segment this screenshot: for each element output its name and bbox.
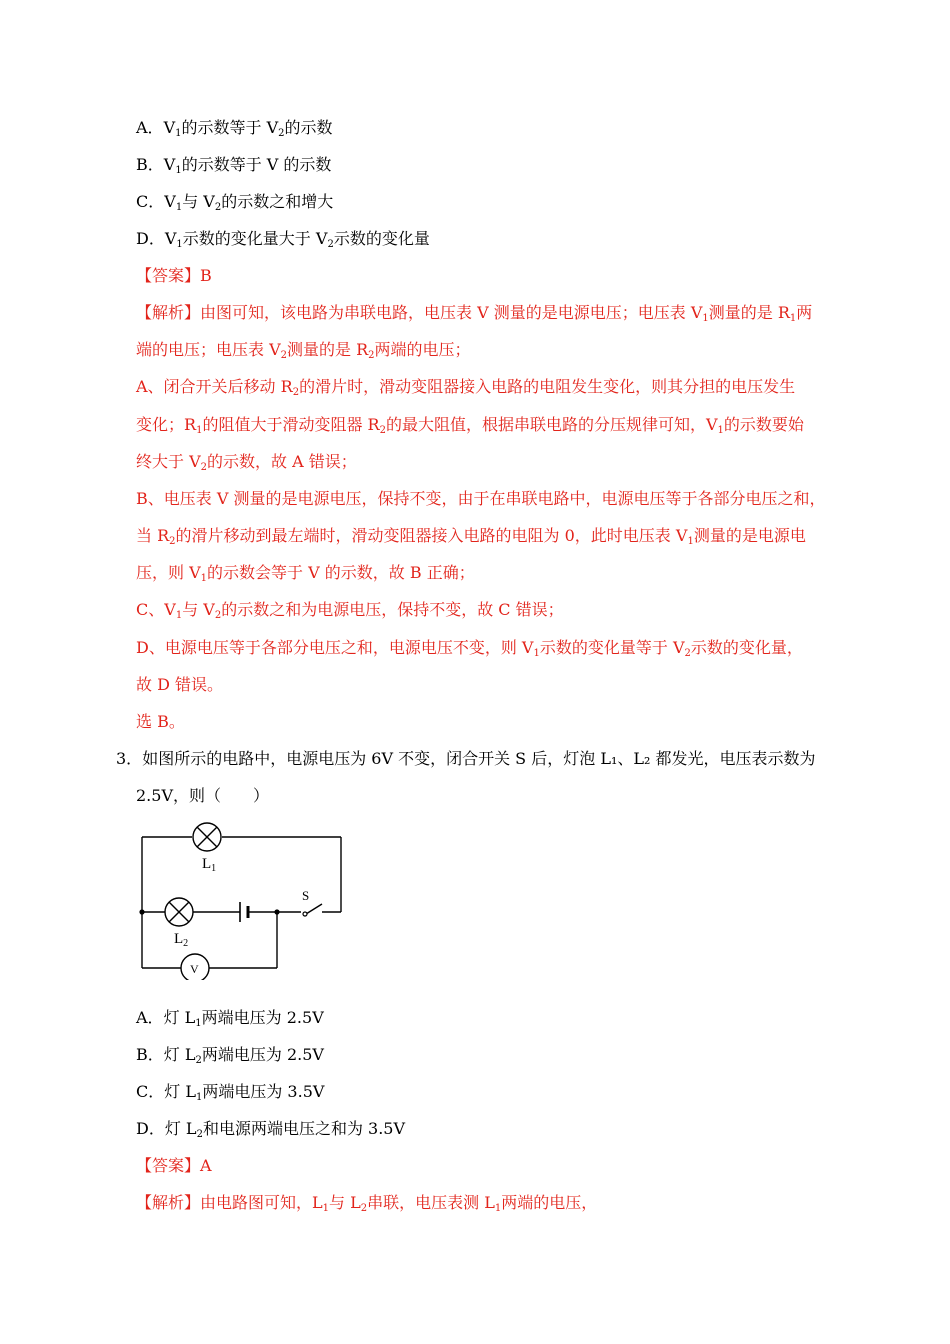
subscript: 2 (200, 462, 208, 473)
prev-option-c: C．$V_1$与 $V_2$的示数之和增大 (136, 192, 334, 213)
battery-icon (240, 902, 248, 922)
subscript: 1 (789, 313, 797, 324)
subscript: 1 (200, 573, 208, 584)
q3-option-a: A．灯 $L_1$两端电压为 2.5V (136, 1008, 324, 1029)
subscript: 2 (278, 128, 285, 139)
subscript: 2 (368, 350, 375, 361)
subscript: 1 (195, 1018, 202, 1029)
subscript: 1 (175, 128, 182, 139)
subscript: 2 (169, 536, 176, 547)
subscript: 1 (533, 648, 540, 659)
q3-stem-line-1: 3．如图所示的电路中，电源电压为 6V 不变，闭合开关 S 后，灯泡 L₁、L₂ 都发光，电压表示数为 (116, 749, 816, 768)
prev-analysis-line-5: 终大于 $V_2$的示数，故 A 错误； (136, 452, 357, 473)
subscript: 1 (176, 239, 183, 250)
junction-left (139, 909, 144, 914)
prev-analysis-line-3: A、闭合开关后移动 $R_2$的滑片时，滑动变阻器接入电路的电阻发生变化，则其分担的电压发生 (136, 377, 796, 398)
subscript: 1 (687, 536, 694, 547)
prev-analysis-conclusion: 选 B。 (136, 712, 185, 731)
subscript: 1 (702, 313, 709, 324)
circuit-diagram (134, 820, 349, 980)
prev-analysis-line-7: 当 $R_2$的滑片移动到最左端时，滑动变阻器接入电路的电阻为 0，此时电压表 $V_1$测量的是电源电 (136, 526, 806, 547)
prev-analysis-line-2: 端的电压；电压表 $V_2$测量的是 $R_2$两端的电压； (136, 340, 471, 361)
label-l1: $L_1$ (202, 856, 217, 874)
subscript: 1 (175, 165, 182, 176)
prev-analysis-line-1: 【解析】由图可知，该电路为串联电路，电压表 V 测量的是电源电压；电压表 $V_1$测量的是 $R_1$两 (136, 303, 813, 324)
junction-right (274, 909, 279, 914)
label-v: V (190, 962, 199, 976)
q3-option-c: C．灯 $L_1$两端电压为 3.5V (136, 1082, 325, 1103)
subscript: 2 (195, 1055, 202, 1066)
subscript: 2 (379, 425, 386, 436)
prev-option-b: B．$V_1$的示数等于 V 的示数 (136, 155, 332, 176)
subscript: 1 (195, 1092, 203, 1103)
subscript: 1 (196, 425, 203, 436)
lamp-l2-icon (165, 898, 193, 926)
subscript: 2 (360, 1203, 368, 1214)
prev-analysis-line-4: 变化；$R_1$的阻值大于滑动变阻器 $R_2$的最大阻值，根据串联电路的分压规律可知，$V_1$的示数要始 (136, 415, 804, 436)
subscript: 2 (327, 239, 334, 250)
subscript: 1 (717, 425, 724, 436)
subscript: 2 (292, 387, 300, 398)
prev-analysis-line-8: 压，则 $V_1$的示数会等于 V 的示数，故 B 正确； (136, 563, 475, 584)
q3-option-d: D．灯 $L_2$和电源两端电压之和为 3.5V (136, 1119, 406, 1140)
prev-analysis-line-11: 故 D 错误。 (136, 675, 224, 694)
label-l2: $L_2$ (174, 931, 189, 949)
lamp-l1-icon (193, 823, 221, 851)
subscript: 2 (196, 1129, 203, 1140)
q3-option-b: B．灯 $L_2$两端电压为 2.5V (136, 1045, 324, 1066)
label-s: S (302, 888, 310, 903)
subscript: 1 (175, 202, 183, 213)
q3-analysis: 【解析】由电路图可知，$L_1$与 $L_2$串联，电压表测 $L_1$两端的电压， (136, 1193, 598, 1214)
subscript: 2 (280, 350, 288, 361)
subscript: 1 (494, 1203, 502, 1214)
subscript: 2 (214, 202, 222, 213)
q3-answer: 【答案】A (136, 1156, 212, 1175)
subscript: 2 (214, 610, 222, 621)
switch-pivot (303, 912, 307, 916)
subscript: 2 (684, 648, 691, 659)
prev-analysis-line-10: D、电源电压等于各部分电压之和，电源电压不变，则 $V_1$示数的变化量等于 $V_2$示数的变化量， (136, 638, 803, 659)
prev-analysis-line-9: C、$V_1$与 $V_2$的示数之和为电源电压，保持不变，故 C 错误； (136, 600, 564, 621)
prev-analysis-line-6: B、电压表 V 测量的是电源电压，保持不变，由于在串联电路中，电源电压等于各部分电压之和， (136, 489, 826, 508)
prev-option-d: D．$V_1$示数的变化量大于 $V_2$示数的变化量 (136, 229, 430, 250)
subscript: 1 (175, 610, 183, 621)
switch-icon (306, 904, 322, 914)
prev-option-a: A．$V_1$的示数等于 $V_2$的示数 (136, 118, 333, 139)
subscript: 1 (322, 1203, 330, 1214)
prev-answer: 【答案】B (136, 266, 212, 285)
q3-stem-line-2: 2.5V，则（ ） (136, 786, 270, 805)
